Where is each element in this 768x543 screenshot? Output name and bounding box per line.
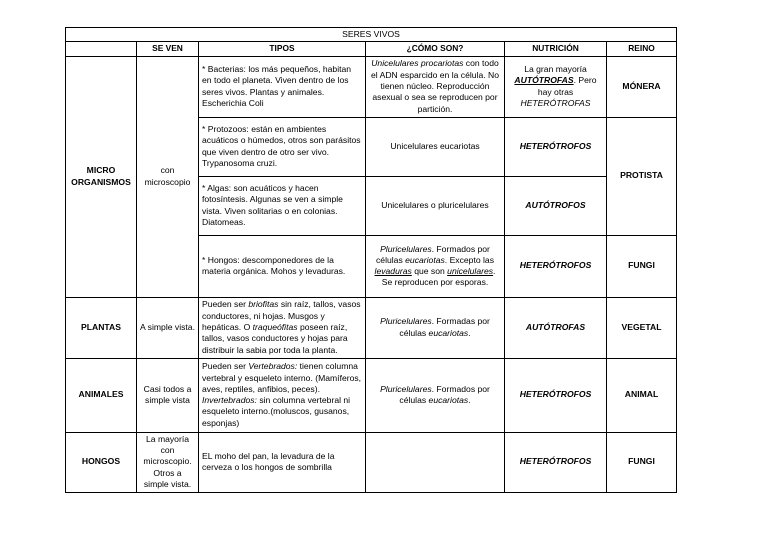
reino-protista: PROTISTA [607,117,677,235]
reino-fungi-micro: FUNGI [607,235,677,297]
reino-monera: MÓNERA [607,56,677,117]
header-empty [66,42,137,56]
nutricion-animales: HETERÓTROFOS [505,358,607,432]
como-son-animales: Pluricelulares. Formados por células eucariotas. [366,358,505,432]
tipo-animales: Pueden ser Vertebrados: tienen columna vertebral y esqueleto interno. (Mamíferos, aves, reptiles, anfibios, peces). Invertebrados: sin columna vertebral ni esqueleto interno.(moluscos, gusanos, esponjas) [199,358,366,432]
table-title: SERES VIVOS [66,28,677,42]
row-plantas [66,297,677,358]
title-row [66,28,677,42]
como-son-bacterias: Unicelulares procariotas con todo el ADN esparcido en la célula. No tienen núcleo. Reproducción asexual o sea se reproducen por partición. [366,56,505,117]
como-son-hongos-micro: Pluricelulares. Formados por células eucariotas. Excepto las levaduras que son unicelulares. Se reproducen por esporas. [366,235,505,297]
nutricion-bacterias: La gran mayoría AUTÓTROFAS. Pero hay otras HETERÓTROFAS [505,56,607,117]
header-row [66,42,677,56]
reino-fungi: FUNGI [607,432,677,492]
header-como-son: ¿CÓMO SON? [366,42,505,56]
header-reino: REINO [607,42,677,56]
tipo-bacterias: * Bacterias: los más pequeños, habitan en todo el planeta. Viven dentro de los seres vivos. Plantas y animales. Escherichia Coli [199,56,366,117]
tipo-plantas: Pueden ser briofitas sin raíz, tallos, vasos conductores, ni hojas. Musgos y hepáticas. O traqueófitas poseen raíz, tallos, vasos conductores y hojas para distribuir la sabia por toda la planta. [199,297,366,358]
reino-vegetal: VEGETAL [607,297,677,358]
header-tipos: TIPOS [199,42,366,56]
tipo-hongos-micro: * Hongos: descomponedores de la materia orgánica. Mohos y levaduras. [199,235,366,297]
nutricion-plantas: AUTÓTROFAS [505,297,607,358]
tipo-hongos: EL moho del pan, la levadura de la cerveza o los hongos de sombrilla [199,432,366,492]
se-ven-plantas: A simple vista. [137,297,199,358]
group-microorganismos: MICRO ORGANISMOS [66,56,137,297]
reino-animal: ANIMAL [607,358,677,432]
nutricion-hongos-micro: HETERÓTROFOS [505,235,607,297]
header-nutricion: NUTRICIÓN [505,42,607,56]
se-ven-animales: Casi todos a simple vista [137,358,199,432]
header-se-ven: SE VEN [137,42,199,56]
como-son-algas: Unicelulares o pluricelulares [366,176,505,235]
como-son-hongos [366,432,505,492]
como-son-plantas: Pluricelulares. Formadas por células eucariotas. [366,297,505,358]
row-animales [66,358,677,432]
row-hongos [66,432,677,492]
seres-vivos-table [65,27,677,493]
group-animales: ANIMALES [66,358,137,432]
nutricion-protozoos: HETERÓTROFOS [505,117,607,176]
group-plantas: PLANTAS [66,297,137,358]
tipo-algas: * Algas: son acuáticos y hacen fotosíntesis. Algunas se ven a simple vista. Viven solitarias o en colonias. Diatomeas. [199,176,366,235]
como-son-protozoos: Unicelulares eucariotas [366,117,505,176]
group-hongos: HONGOS [66,432,137,492]
tipo-protozoos: * Protozoos: están en ambientes acuáticos o húmedos, otros son parásitos que viven dentro de otro ser vivo. Trypanosoma cruzi. [199,117,366,176]
nutricion-algas: AUTÓTROFOS [505,176,607,235]
nutricion-hongos: HETERÓTROFOS [505,432,607,492]
se-ven-hongos: La mayoría con microscopio. Otros a simple vista. [137,432,199,492]
se-ven-micro: con microscopio [137,56,199,297]
row-bacterias [66,56,677,117]
